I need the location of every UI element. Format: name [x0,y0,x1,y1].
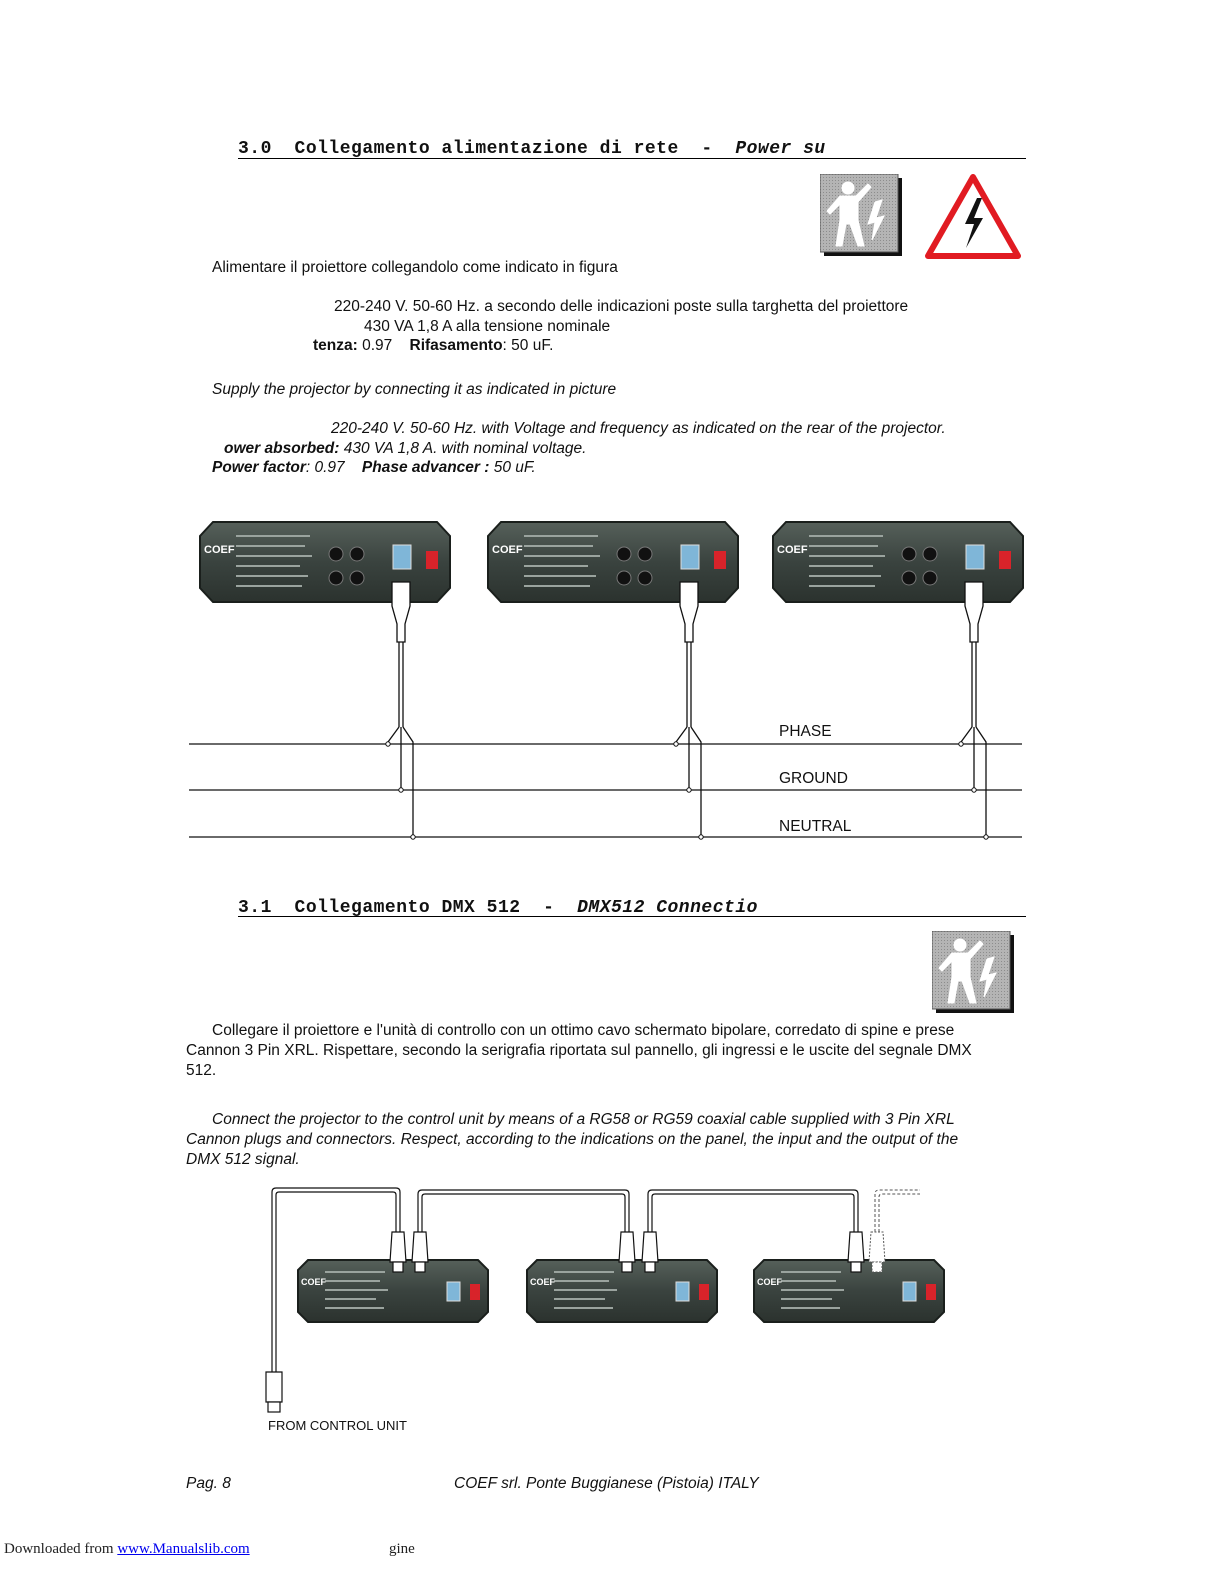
dmx-chain-diagram [0,1180,1225,1440]
dmx-en-line3: DMX 512 signal. [186,1151,300,1168]
power-label-en: ower absorbed: [224,440,340,457]
section-rule [238,916,1026,917]
neutral-label: NEUTRAL [779,818,852,835]
panel-brand: COEF [301,1277,327,1287]
phase-label: PHASE [779,723,832,740]
projector-panel [773,522,1023,602]
download-prefix: Downloaded from [4,1541,114,1557]
intro-it: Alimentare il proiettore collegandolo come indicato in figura [212,259,618,276]
panel-brand: COEF [492,544,523,556]
voltage-it: 220-240 V. 50-60 Hz. a secondo delle indicazioni poste sulla targhetta del proiettore [334,298,909,315]
adv-label-en: Phase advancer : [361,459,490,476]
rif-label-it: Rifasamento [409,337,503,354]
panel-brand: COEF [777,544,808,556]
factor-label-it: tenza: [313,337,358,354]
dmx-it-line1: Collegare il proiettore e l'unità di controllo con un ottimo cavo schermato bipolare, corredato di spine e prese [212,1022,955,1039]
company-footer: COEF srl. Ponte Buggianese (Pistoia) ITALY [454,1475,759,1492]
power-plug [388,582,413,836]
section-separator: - [701,139,713,159]
dmx-en-line1: Connect the projector to the control unit by means of a RG58 or RG59 coaxial cable supplied with 3 Pin XRL [212,1111,955,1128]
adv-value-en: 50 uF. [493,459,536,476]
factor-value-en: : 0.97 [305,459,345,476]
projector-panel [200,522,450,602]
power-plug [961,582,986,836]
page-number: Pag. 8 [186,1475,231,1492]
power-value-en: 430 VA 1,8 A. with nominal voltage. [343,440,587,457]
section-3-1-title [238,898,758,918]
manualslib-link[interactable]: www.Manualslib.com [117,1541,250,1557]
control-unit-label: FROM CONTROL UNIT [268,1418,407,1433]
factor-label-en: Power factor [212,459,306,476]
rif-value-it: : 50 uF. [502,337,554,354]
control-unit-plug [266,1372,282,1412]
panel-brand: COEF [530,1277,556,1287]
section-title-it: Collegamento DMX 512 [294,898,521,918]
section-number: 3.0 [238,139,272,159]
section-title-en: Power su [735,139,826,159]
panel-brand: COEF [204,544,235,556]
ground-label: GROUND [779,770,848,787]
download-line [4,1541,250,1558]
projector-panel [488,522,738,602]
intro-en: Supply the projector by connecting it as indicated in picture [212,381,617,398]
projector-panel [754,1260,944,1322]
dmx-it-line2: Cannon 3 Pin XRL. Rispettare, secondo la serigrafia riportata sul pannello, gli ingressi e le uscite del segnale DMX [186,1042,972,1059]
section-title-it: Collegamento alimentazione di rete [294,139,679,159]
factor-value-it: 0.97 [362,337,393,354]
voltage-en: 220-240 V. 50-60 Hz. with Voltage and frequency as indicated on the rear of the projector. [331,420,946,437]
electrocution-warning-icon [932,931,1016,1015]
dmx-continuation [875,1190,920,1232]
download-suffix: gine [389,1541,415,1557]
section-title-en: DMX512 Connectio [577,898,758,918]
power-plug [676,582,701,836]
power-it: 430 VA 1,8 A alla tensione nominale [364,318,611,335]
bus-lines [189,744,1022,837]
panel-brand: COEF [757,1277,783,1287]
dmx-en-line2: Cannon plugs and connectors. Respect, according to the indications on the panel, the input and the output of the [186,1131,959,1148]
section-separator: - [543,898,555,918]
dmx-it-line3: 512. [186,1062,217,1079]
section-number: 3.1 [238,898,272,918]
